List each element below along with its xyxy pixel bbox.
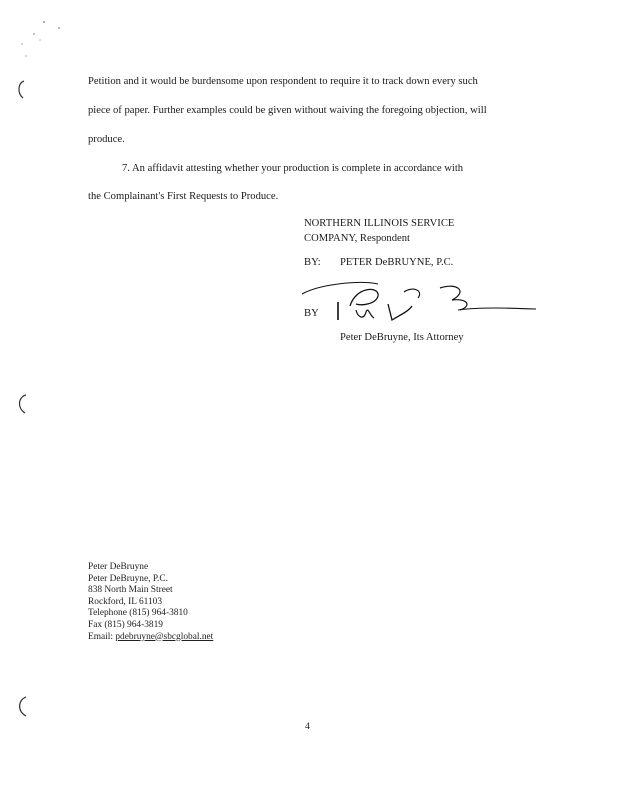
company-name-line: NORTHERN ILLINOIS SERVICE: [304, 218, 455, 229]
email-label: Email:: [88, 631, 116, 642]
item-7-line: the Complainant's First Requests to Produce.: [88, 191, 279, 202]
body-paragraph-line: Petition and it would be burdensome upon respondent to require it to track down every such: [88, 76, 478, 87]
address-fax: Fax (815) 964-3819: [88, 619, 163, 630]
address-city: Rockford, IL 61103: [88, 596, 163, 607]
email-link[interactable]: pdebruyne@sbcglobal.net: [115, 631, 214, 642]
punch-hole-mark-bottom: [14, 694, 32, 720]
by-label: BY:: [304, 257, 321, 268]
page-number: 4: [305, 721, 310, 732]
punch-hole-mark-top: [14, 78, 30, 102]
handwritten-signature: [300, 276, 540, 328]
item-7-line: 7. An affidavit attesting whether your production is complete in accordance with: [122, 163, 464, 174]
punch-hole-mark-middle: [14, 392, 32, 416]
address-block: [88, 562, 213, 643]
address-telephone: Telephone (815) 964-3810: [88, 608, 188, 619]
firm-name: PETER DeBRUYNE, P.C.: [340, 257, 454, 268]
scan-speckles: [14, 18, 74, 68]
address-firm: Peter DeBruyne, P.C.: [88, 573, 168, 584]
body-paragraph-line: produce.: [88, 134, 125, 145]
signer-name: Peter DeBruyne, Its Attorney: [340, 332, 464, 343]
by-signature-label: BY: [304, 308, 319, 319]
address-street: 838 North Main Street: [88, 585, 173, 596]
company-name-line: COMPANY, Respondent: [304, 233, 410, 244]
address-name: Peter DeBruyne: [88, 562, 149, 572]
body-paragraph-line: piece of paper. Further examples could be given without waiving the foregoing objection, will: [88, 105, 487, 116]
address-email-line: [88, 632, 213, 644]
